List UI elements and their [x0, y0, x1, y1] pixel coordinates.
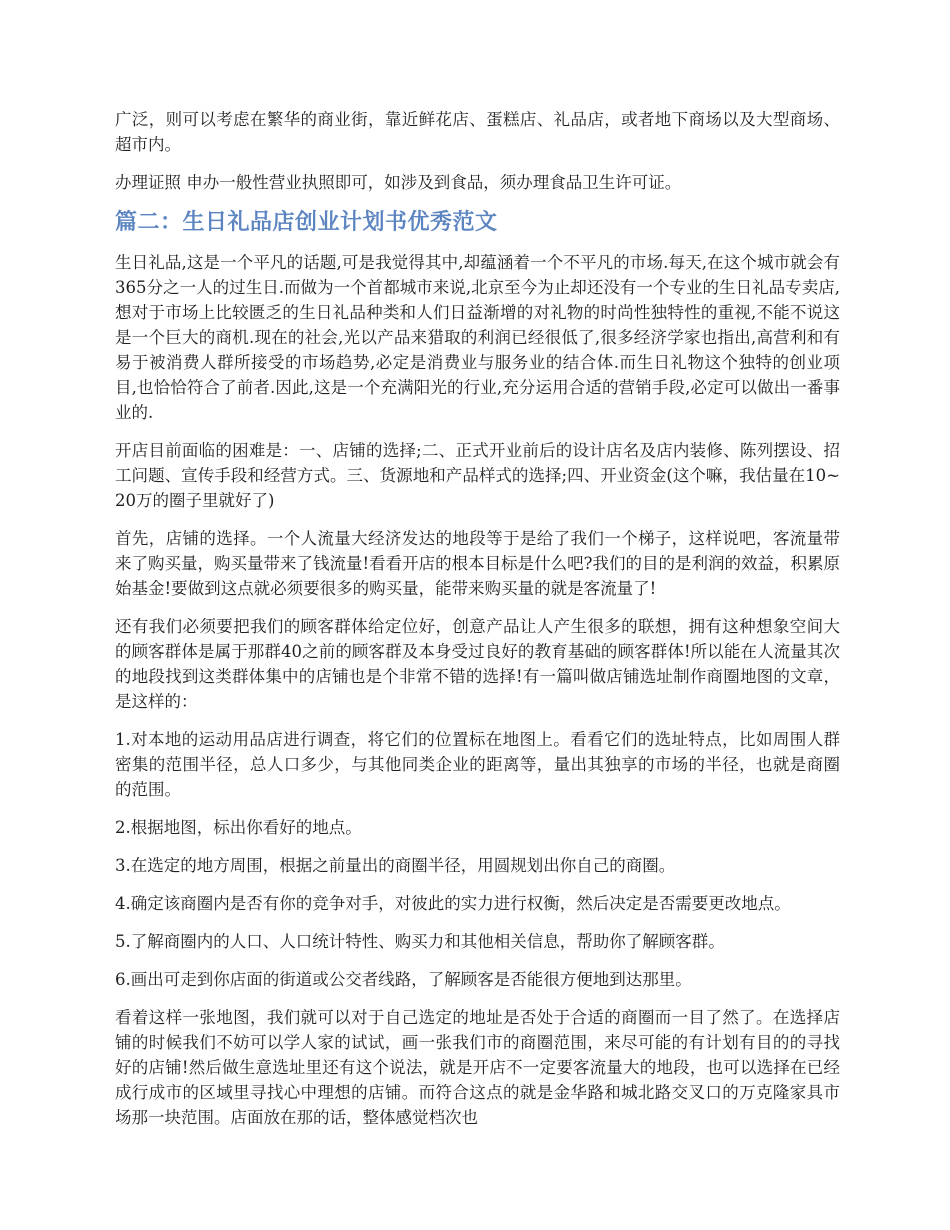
list-item-step-2: 2.根据地图，标出你看好的地点。 — [115, 818, 362, 837]
document-page — [115, 107, 840, 1143]
paragraph-location: 广泛，则可以考虑在繁华的商业街，靠近鲜花店、蛋糕店、礼品店，或者地下商场以及大型商场、超市内。 — [115, 110, 840, 154]
list-item-step-3: 3.在选定的地方周围，根据之前量出的商圈半径，用圆规划出你自己的商圈。 — [115, 856, 676, 875]
section-heading: 篇二：生日礼品店创业计划书优秀范文 — [115, 210, 498, 235]
paragraph-license: 办理证照 申办一般性营业执照即可，如涉及到食品，须办理食品卫生许可证。 — [115, 173, 682, 192]
list-item-step-5: 5.了解商圈内的人口、人口统计特性、购买力和其他相关信息，帮助你了解顾客群。 — [115, 932, 725, 951]
paragraph-store-selection: 首先，店铺的选择。一个人流量大经济发达的地段等于是给了我们一个梯子，这样说吧，客流量带来了购买量，购买量带来了钱流量!看看开店的根本目标是什么吧?我们的目的是利润的效益，积累原始基金!要做到这点就必须要很多的购买量，能带来购买量的就是客流量了! — [115, 529, 840, 598]
paragraph-customer-positioning: 还有我们必须要把我们的顾客群体给定位好，创意产品让人产生很多的联想，拥有这种想象空间大的顾客群体是属于那群40之前的顾客群及本身受过良好的教育基础的顾客群体!所以能在人流量其次的地段找到这类群体集中的店铺也是个非常不错的选择!有一篇叫做店铺选址制作商圈地图的文章，是这样的： — [115, 617, 840, 711]
list-item-step-1: 1.对本地的运动用品店进行调查，将它们的位置标在地图上。看看它们的选址特点，比如周围人群密集的范围半径，总人口多少，与其他同类企业的距离等，量出其独享的市场的半径，也就是商圈的范围。 — [115, 730, 840, 799]
paragraph-map-conclusion: 看着这样一张地图，我们就可以对于自己选定的地址是否处于合适的商圈而一目了然了。在选择店铺的时候我们不妨可以学人家的试试，画一张我们市的商圈范围，来尽可能的有计划有目的的寻找好的店铺!然后做生意选址里还有这个说法，就是开店不一定要客流量大的地段，也可以选择在已经成行成市的区域里寻找心中理想的店铺。而符合这点的就是金华路和城北路交叉口的万克隆家具市场那一块范围。店面放在那的话，整体感觉档次也 — [115, 1008, 840, 1127]
paragraph-intro: 生日礼品,这是一个平凡的话题,可是我觉得其中,却蕴涵着一个不平凡的市场.每天,在这个城市就会有365分之一人的过生日.而做为一个首都城市来说,北京至今为止却还没有一个专业的生日礼品专卖店,想对于市场上比较匮乏的生日礼品种类和人们日益渐增的对礼物的时尚性独特性的重视,不能不说这是一个巨大的商机.现在的社会,光以产品来猎取的利润已经很低了,很多经济学家也指出,高营利和有易于被消费人群所接受的市场趋势,必定是消费业与服务业的结合体.而生日礼物这个独特的创业项目,也恰恰符合了前者.因此,这是一个充满阳光的行业,充分运用合适的营销手段,必定可以做出一番事业的. — [115, 253, 840, 422]
list-item-step-6: 6.画出可走到你店面的街道或公交者线路，了解顾客是否能很方便地到达那里。 — [115, 970, 692, 989]
list-item-step-4: 4.确定该商圈内是否有你的竞争对手，对彼此的实力进行权衡，然后决定是否需要更改地点。 — [115, 894, 791, 913]
paragraph-difficulties: 开店目前面临的困难是：一、店铺的选择;二、正式开业前后的设计店名及店内装修、陈列摆设、招工问题、宣传手段和经营方式。三、货源地和产品样式的选择;四、开业资金(这个嘛，我估量在10~20万的圈子里就好了) — [115, 441, 840, 510]
